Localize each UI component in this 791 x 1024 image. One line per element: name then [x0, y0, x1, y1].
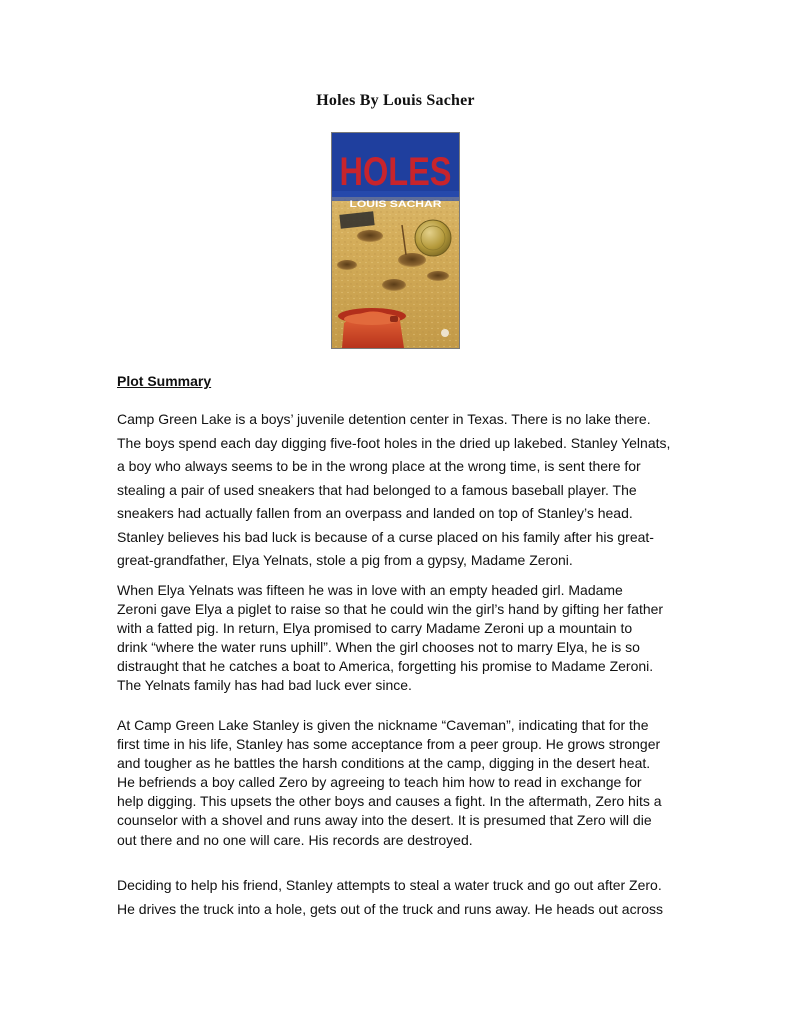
hole-shape: [357, 230, 383, 242]
text-line: a boy who always seems to be in the wrong place at the wrong time, is sent there for: [117, 458, 641, 474]
hole-shape: [382, 279, 406, 291]
text-line: with a fatted pig. In return, Elya promised to carry Madame Zeroni up a mountain to: [117, 620, 633, 637]
text-line: stealing a pair of used sneakers that had belonged to a famous baseball player. The: [117, 481, 637, 498]
document-title: Holes By Louis Sacher: [316, 92, 475, 109]
text-line: Deciding to help his friend, Stanley attempts to steal a water truck and go out after Zero.: [117, 877, 662, 893]
text-line: distraught that he catches a boat to America, forgetting his promise to Madame Zeroni.: [117, 658, 654, 675]
hole-shape: [398, 253, 426, 267]
text-line: out there and no one will care. His records are destroyed.: [117, 831, 473, 848]
publisher-logo-icon: [441, 329, 449, 337]
text-line: help digging. This upsets the other boys and causes a fight. In the aftermath, Zero hits a: [117, 793, 662, 810]
section-heading: Plot Summary: [117, 373, 212, 389]
paragraph-3: [117, 716, 682, 850]
hole-shape: [337, 260, 357, 270]
text-line: drink “where the water runs uphill”. When the girl chooses not to marry Elya, he is so: [117, 639, 640, 656]
text-line: sneakers had actually fallen from an overpass and landed on top of Stanley’s head.: [117, 505, 633, 521]
text-line: great-grandfather, Elya Yelnats, stole a pig from a gypsy, Madame Zeroni.: [117, 552, 573, 568]
text-line: first time in his life, Stanley has some acceptance from a peer group. He grows stronger: [117, 736, 661, 753]
text-line: At Camp Green Lake Stanley is given the nickname “Caveman”, indicating that for the: [117, 717, 649, 733]
hat-icon: [338, 308, 406, 348]
text-line: and tougher as he battles the harsh conditions at the camp, digging in the desert heat.: [117, 755, 651, 772]
book-cover-image: [331, 132, 460, 349]
cover-author: LOUIS SACHAR: [349, 199, 443, 209]
text-line: Zeroni gave Elya a piglet to raise so that he could win the girl’s hand by gifting her father: [117, 601, 664, 618]
cover-title: HOLES: [339, 150, 452, 194]
text-line: Stanley believes his bad luck is because of a curse placed on his family after his great-: [117, 528, 654, 545]
paragraph-1: [117, 408, 682, 573]
text-line: counselor with a shovel and runs away into the desert. It is presumed that Zero will die: [117, 812, 652, 829]
text-line: When Elya Yelnats was fifteen he was in love with an empty headed girl. Madame: [117, 582, 623, 598]
paragraph-4: [117, 874, 682, 921]
text-line: Camp Green Lake is a boys’ juvenile detention center in Texas. There is no lake there.: [117, 411, 651, 427]
text-line: The boys spend each day digging five-foot holes in the dried up lakebed. Stanley Yelnats,: [117, 434, 671, 451]
text-line: He drives the truck into a hole, gets out of the truck and runs away. He heads out across: [117, 900, 664, 917]
medal-icon: [415, 220, 451, 256]
text-line: He befriends a boy called Zero by agreeing to teach him how to read in exchange for: [117, 774, 642, 791]
paragraph-2: [117, 581, 682, 696]
text-line: The Yelnats family has had bad luck ever since.: [117, 677, 412, 694]
hole-shape: [427, 271, 449, 281]
